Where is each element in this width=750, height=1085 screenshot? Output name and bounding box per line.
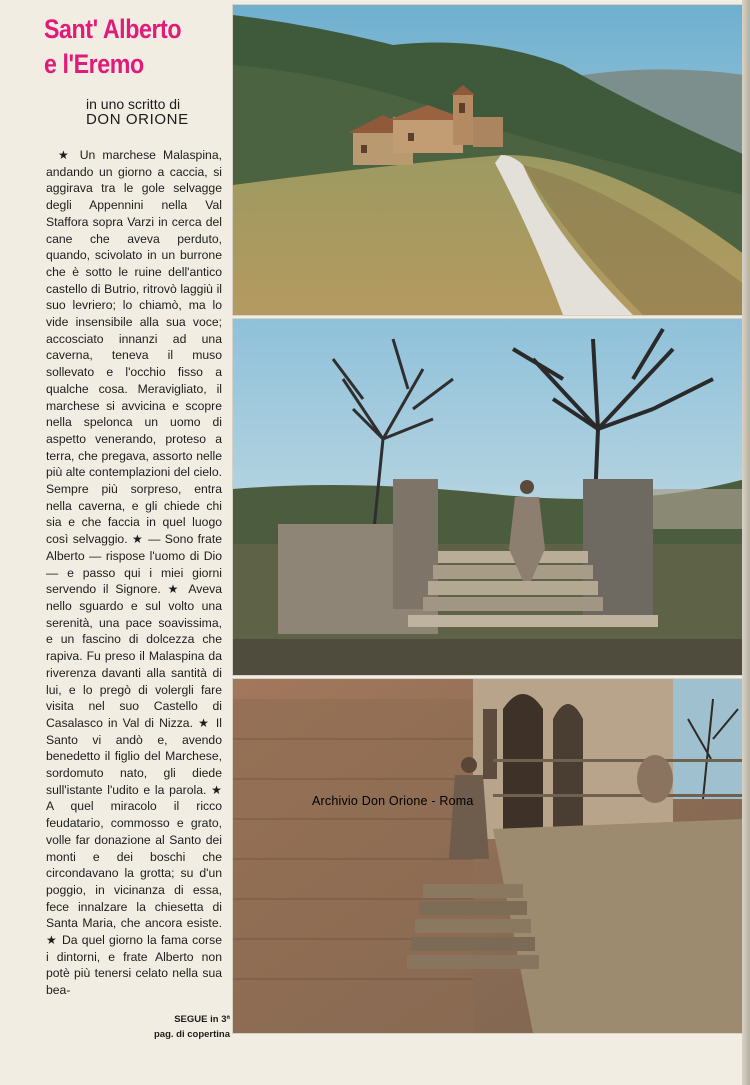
article-subtitle — [86, 96, 226, 128]
page-spine — [742, 0, 750, 1085]
article-body: ★ Un marchese Malaspina, andando un giorno a caccia, si aggirava tra le gole selvagge degli Appennini nella Val Staffora sopra Varzi in cerca del cane che aveva perduto, quando, scivolato in un burrone che è sotto le ruine dell'antico castello di Butrio, ritrovò laggiù il suo levriero; lo chiamò, ma lo vide insensibile alla sua voce; accosciato innanzi ad una caverna, teneva il muso sollevato e l'occhio fisso a qualche cosa. Meravigliato, il marchese si avvicina e scopre nella spelonca un uomo di aspetto venerando, proteso a terra, che pregava, assorto nelle più alte contemplazioni del cielo. Sempre più sorpreso, entra nella caverna, e gli chiede chi sia e che faccia in quel luogo così selvaggio. ★ — Sono frate Alberto — rispose l'uomo di Dio — e passo qui i miei giorni servendo il Signore. ★ Aveva nello sguardo e sul volto una serenità, una pace soavissima, e un fascino di dolcezza che rapiva. Fu preso il Malaspina da riverenza davanti alla santità di lui, e lo pregò di volergli fare visita nel suo Castello di Casalasco in Val di Nizza. ★ Il Santo vi andò e, avendo benedetto il figlio del Marchese, sordomuto nato, gli diede sull'istante l'udito e la parola. ★ A quel miracolo il ricco feudatario, commosso e grato, volle far donazione al Santo dei monti e dei boschi che circondavano la grotta; su d'un poggio, in vicinanza di essa, fece innalzare la chiesetta di Santa Maria, che ancora esiste. ★ Da quel giorno la fama corse i dintorni, e frate Alberto non potè più tenersi celato nella sua bea- — [46, 148, 222, 998]
continued-note — [150, 1012, 230, 1042]
title-line-2: e l'Eremo — [44, 49, 144, 79]
archway-steps — [407, 884, 539, 969]
stone-archway-illustration — [233, 679, 745, 1033]
photo-hermitage-landscape — [232, 4, 746, 316]
article-title — [44, 12, 204, 82]
hermitage-landscape-illustration — [233, 5, 745, 315]
photo-stone-archway — [232, 678, 746, 1034]
continued-line-1: SEGUE in 3ª — [174, 1014, 230, 1025]
title-line-1: Sant' Alberto — [44, 14, 182, 44]
archive-watermark: Archivio Don Orione - Roma — [312, 794, 474, 808]
subtitle-line-1: in uno scritto di — [86, 96, 181, 112]
stone-steps-illustration — [233, 319, 745, 675]
subtitle-author: DON ORIONE — [86, 111, 189, 128]
continued-line-2: pag. di copertina — [153, 1029, 230, 1040]
photo-stone-steps — [232, 318, 746, 676]
